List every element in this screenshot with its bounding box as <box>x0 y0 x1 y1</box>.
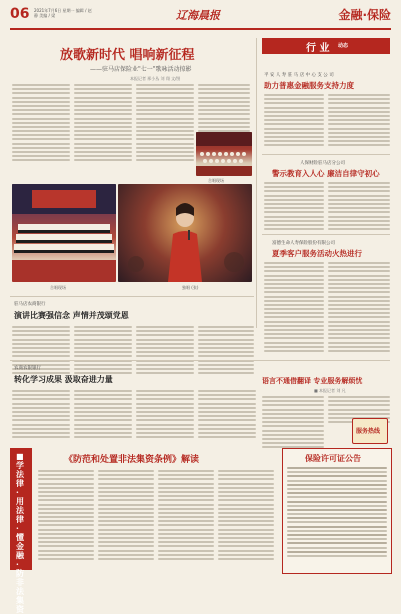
service-hotline-label: 服务热线 <box>356 428 381 435</box>
lead-text-col-3 <box>136 84 194 164</box>
service-hotline-badge <box>352 418 388 444</box>
section-title: 金融·保险 <box>338 8 391 22</box>
industry-banner-label: 行 业 <box>306 43 330 54</box>
industry-item2-kicker: 人保财险驻马店分公司 <box>300 161 345 166</box>
license-title: 保险许可证公告 <box>305 453 361 463</box>
lead-text-col-2 <box>74 84 132 164</box>
industry-item3-kicker: 富德生命人寿保险股份有限公司 <box>272 241 335 246</box>
industry-item1-text-b <box>328 94 390 148</box>
speech-text-col-4 <box>198 326 254 376</box>
paper-logo: 辽海晨报 <box>176 9 220 22</box>
industry-item3-title: 夏季客户服务活动火热进行 <box>272 249 362 258</box>
masthead <box>10 6 391 30</box>
industry-item2-text-b <box>328 182 390 232</box>
photo-2-caption: 合唱现场 <box>50 285 66 290</box>
transform-text-col-2 <box>74 390 132 440</box>
lead-title: 放歌新时代 唱响新征程 <box>60 48 195 63</box>
page-number: 06 <box>10 6 30 22</box>
photo-3-caption: 独唱 (张) <box>182 285 199 290</box>
fraud-text-col-2 <box>98 470 154 562</box>
photo-1-caption: 合唱现场 <box>208 178 224 183</box>
choir-photo-2 <box>12 184 116 282</box>
lead-subtitle: ——驻马店保险业"七一"歌咏活动掠影 <box>90 66 192 73</box>
transform-text-col-1 <box>12 390 70 440</box>
transform-title: 转化学习成果 汲取奋进力量 <box>14 374 113 384</box>
industry-item3-text-a <box>264 262 324 354</box>
soloist-photo <box>118 184 252 282</box>
language-title: 语言不通借翻译 专业服务解烦忧 <box>262 376 363 385</box>
legal-sidebar-text: ■学法律·用法律·懂金融·防非法集资 <box>16 451 24 614</box>
license-notice-box <box>282 448 392 574</box>
speech-kicker: 驻马店农商银行 <box>14 302 46 307</box>
license-text <box>287 467 387 559</box>
industry-banner-tag: 动态 <box>338 43 349 49</box>
industry-item3-text-b <box>328 262 390 354</box>
lead-byline: 本报记者 邢小丛 刘 翔 文/图 <box>130 76 181 81</box>
fraud-text-col-4 <box>218 470 274 562</box>
language-byline: ■ 本报记者 刘 凡 <box>314 388 346 393</box>
dateline: 2021年7月6日 星期一 编辑 / 赵静 美编 / 梁 <box>34 8 92 18</box>
industry-item1-kicker: 平 安 人 寿 驻 马 店 中 心 支 公 司 <box>264 73 334 78</box>
choir-photo-1 <box>196 132 252 176</box>
industry-item2-title: 警示教育入人心 廉洁自律守初心 <box>272 169 380 178</box>
fraud-text-col-3 <box>158 470 214 562</box>
legal-sidebar-banner <box>10 448 32 614</box>
industry-item2-text-a <box>264 182 324 232</box>
lead-text-col-4 <box>198 84 250 138</box>
fraud-title: 《防范和处置非法集资条例》解读 <box>64 455 200 465</box>
transform-text-col-3 <box>136 390 194 440</box>
speech-text-col-2 <box>74 326 132 376</box>
industry-item1-text-a <box>264 94 324 148</box>
language-text-col-1 <box>262 396 324 450</box>
lead-text-col-1 <box>12 84 70 164</box>
transform-text-col-4 <box>198 390 256 440</box>
speech-text-col-3 <box>136 326 194 376</box>
fraud-text-col-1 <box>38 470 94 562</box>
transform-kicker: 农商农银银行 <box>14 366 41 371</box>
speech-title: 演讲比赛强信念 声情并茂颂党恩 <box>14 310 129 320</box>
industry-item1-title: 助力普惠金融服务支持力度 <box>264 81 354 90</box>
